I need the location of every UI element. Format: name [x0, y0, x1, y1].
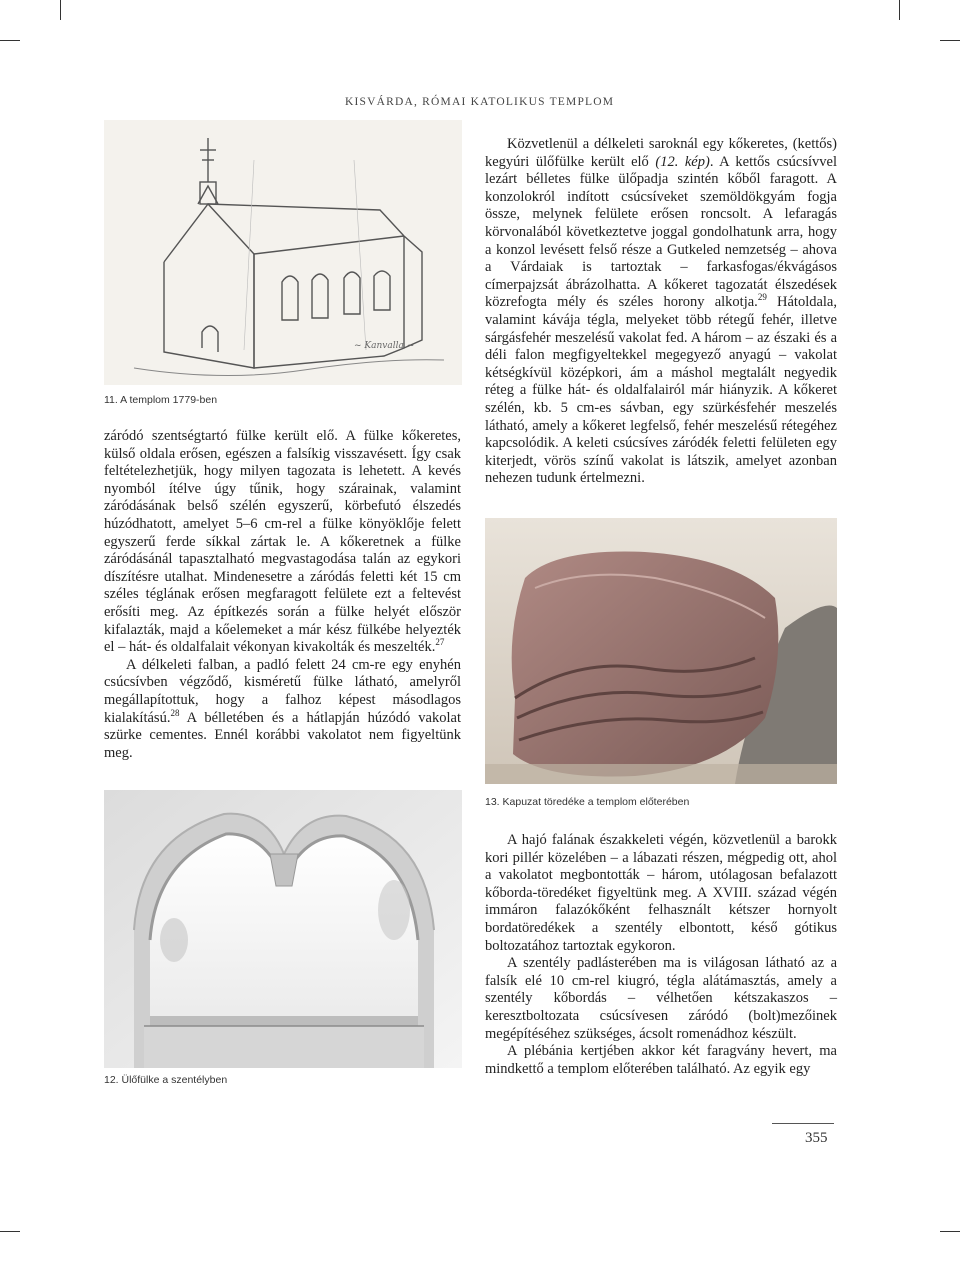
paragraph-text: . A kettős csúcsívvel lezárt bélletes fülke ülőpadja szintén kőből faragott. A konzolokról indított csúcsíveket szemöldökgyám fogja össze, melynek felülete erősen roncsolt. A lefaragás körvonalából következtetve joggal gondolhatunk arra, hogy a konzol levésett felső része a Gutkeled nemzetség – ahova a Várdaiak is tartoztak – farkasfogas/ékvágásos címerpajzsát ábrázolhatta. A kőkeret tagozatát élszedések közrefogta mély és széles horony alkotja. — [485, 153, 837, 311]
figure-stone-fragment-photo — [485, 518, 837, 784]
figure-reference: (12. kép) — [655, 153, 710, 170]
right-text-column-upper — [485, 136, 837, 488]
crop-mark — [0, 1231, 20, 1232]
page-number: 355 — [805, 1130, 828, 1146]
page-number-rule — [772, 1123, 834, 1124]
running-header: KISVÁRDA, RÓMAI KATOLIKUS TEMPLOM — [345, 96, 615, 108]
paragraph — [104, 428, 461, 657]
crop-mark — [60, 0, 61, 20]
paragraph-text: Hátoldala, valamint kávája tégla, melyeket több rétegű fehér, illetve sárgásfehér meszelésű vakolat fed. A három – az északi és a déli falon megfigyeltekkel megegyező anyagú – vakolat kétségkívül középkori, ám a máshol megtalált negyedik réteg a fülke hát- és oldalfalairól már hiányzik. A kőkeret szélén, kb. 5 cm-es sávban, egy szürkésfehér meszelés látható, amely a kőkeret legfelső, fehér meszelésű rétegéhez kapcsolódik. A keleti csúcsíves záródék feletti felületen egy kiterjedt, vörös színű vakolat is látszik, amelyet azonban nehezen tudunk értelmezni. — [485, 294, 837, 487]
footnote-ref: 29 — [757, 292, 767, 303]
stone-fragment-drawing — [485, 518, 837, 784]
sedilia-photo-drawing — [104, 790, 462, 1068]
crop-mark — [0, 40, 20, 41]
paragraph: A plébánia kertjében akkor két faragvány hevert, ma mindkettő a templom előterében található. Az egyik egy — [485, 1043, 837, 1077]
paragraph: A hajó falának északkeleti végén, közvetlenül a barokk kori pillér közelében – a lábazati részen, mégpedig ott, ahol a vakolatot megbontották – három, utólagosan befalazott kőborda-töredéket figyeltünk meg. A XVIII. század végén immáron falazókőként felhasznált kétszer hornyolt bordatöredékek a szentély elbontott, késő gótikus boltozatához tartoztak egykoron. — [485, 832, 837, 954]
paragraph-text: A bélletében és a hátlapján húzódó vakolat szürke cementes. Ennél korábbi vakolatot nem figyeltünk meg. — [104, 709, 461, 761]
left-text-column — [104, 428, 461, 762]
svg-text:~ Kanvalla ~: ~ Kanvalla ~ — [354, 341, 415, 351]
figure-caption-11: 11. A templom 1779-ben — [104, 394, 218, 406]
figure-caption-12: 12. Ülőfülke a szentélyben — [104, 1074, 228, 1086]
paragraph: A szentély padlásterében ma is világosan látható az a falsík elé 10 cm-rel kiugró, tégla alátámasztás, amely a szentély kőbordás – vélhetően kétszakaszos – keresztboltozata csúcsívesen záródó (bolt)mezőinek megépítéséhez szükséges, ácsolt romenádhoz készült. — [485, 955, 837, 1042]
paragraph-text: záródó szentségtartó fülke került elő. A fülke kőkeretes, külső oldala erősen, egészen a falsíkig visszavésett. Így csak feltételezhetjük, hogy milyen tagozata is lehetett. A kevés nyomból ítélve úgy tűnik, hogy szárainak, valamint záródásának belső szélén egyszerű, körbefutó élszedés húzódhatott, amelyet 5–6 cm-rel a fülke könyöklője felett egyszerű ferde síkkal zártak le. A kőkeretnek a fülke záródásánál tapasztalható megvastagodása talán az egykori díszítésre utalhat. Mindenesetre a záródás feletti két 15 cm széles téglának erősen megfaragott felülete ezt a feltevést erősíti meg. Az építkezés során a fülke helyét először kifalazták, majd a kőelemeket a már kész fülkébe helyezték el – hát- és oldalfalait vékonyan kivakolták és meszelték. — [104, 428, 461, 656]
figure-sedilia-photo — [104, 790, 462, 1068]
paragraph — [104, 657, 461, 763]
church-sketch-drawing — [104, 120, 462, 385]
figure-caption-13: 13. Kapuzat töredéke a templom előterében — [485, 796, 690, 808]
paragraph-text: A délkeleti falban, a padló felett 24 cm-re egy enyhén csúcsívben végződő, kisméretű fülke látható, amelyről megállapítottuk, hogy a falhoz képest másodlagos kialakítású. — [104, 656, 461, 726]
paragraph-text: Közvetlenül a délkeleti saroknál egy kőkeretes, (kettős) kegyúri ülőfülke került elő — [485, 136, 837, 170]
footnote-ref: 27 — [435, 637, 445, 648]
crop-mark — [940, 40, 960, 41]
footnote-ref: 28 — [170, 707, 180, 718]
paragraph — [485, 136, 837, 488]
crop-mark — [899, 0, 900, 20]
figure-church-sketch — [104, 120, 462, 385]
crop-mark — [940, 1231, 960, 1232]
right-text-column-lower — [485, 832, 837, 1078]
